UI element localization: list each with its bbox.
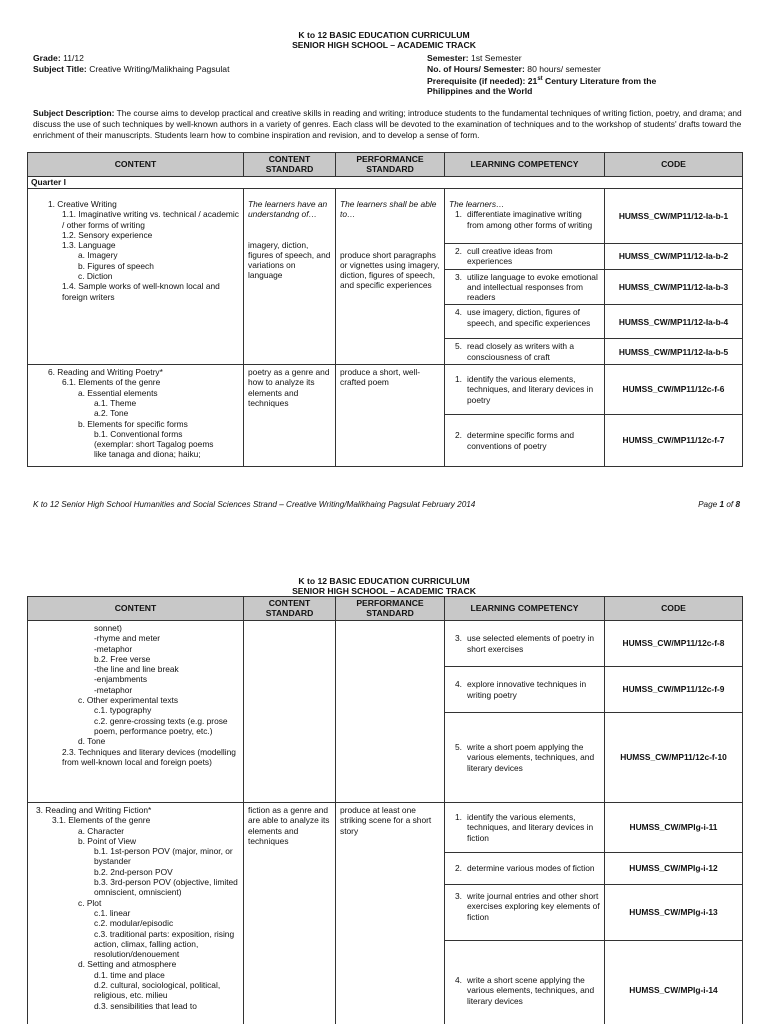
meta-left — [33, 53, 229, 74]
content-line: c.1. typography — [94, 705, 152, 716]
lc-text: write a short poem applying the various elements, techniques, and literary devices — [467, 742, 595, 773]
lc-text: determine various modes of fiction — [467, 863, 595, 874]
code-cell: HUMSS_CW/MP11/12-Ia-b-1 — [605, 189, 743, 244]
lc-text: differentiate imaginative writing from among other forms of writing — [467, 209, 593, 230]
code-cell: HUMSS_CW/MP11/12c-f-9 — [605, 667, 743, 713]
content-line: 2.3. Techniques and literary devices (modelling from well-known local and foreign poets) — [62, 746, 236, 767]
footer-page-current: 1 — [719, 500, 725, 509]
footer-page-total: 8 — [735, 500, 740, 509]
header-line-2: SENIOR HIGH SCHOOL – ACADEMIC TRACK — [292, 40, 476, 50]
performance-standard-d: produce at least one striking scene for a short story — [336, 803, 445, 1024]
prereq-value-c: Philippines and the World — [427, 86, 533, 97]
content-line: 1.3. Language — [62, 240, 116, 251]
prereq-sup: st — [537, 76, 543, 82]
content-line: -rhyme and meter — [94, 633, 161, 644]
curriculum-table-p2 — [27, 596, 743, 1024]
footer-page-number — [698, 500, 740, 510]
lc-num: 5. — [455, 742, 462, 753]
content-line: b.2. Free verse — [94, 653, 151, 664]
content-line: d.2. cultural, sociological, political, religious, etc. milieu — [94, 980, 221, 1001]
code-cell: HUMSS_CW/MP11/12-Ia-b-3 — [605, 269, 743, 305]
page-header — [0, 576, 768, 596]
lc-cell — [445, 885, 605, 941]
content-line: 1. Creative Writing — [48, 199, 117, 209]
lc-text: explore innovative techniques in writing poetry — [467, 679, 587, 700]
code-cell: HUMSS_CW/MPIg-i-12 — [605, 853, 743, 885]
col-content-standard: CONTENT STANDARD — [244, 153, 336, 177]
code-cell: HUMSS_CW/MP11/12c-f-7 — [605, 415, 743, 467]
lc-num: 4. — [455, 307, 462, 318]
lc-text: read closely as writers with a consciousness of craft — [467, 341, 575, 362]
content-line: c.2. modular/episodic — [94, 918, 174, 929]
col-content: CONTENT — [28, 597, 244, 621]
lc-cell — [445, 415, 605, 467]
semester-line — [427, 53, 727, 64]
content-line: 1.1. Imaginative writing vs. technical / academic / other forms of writing — [62, 209, 239, 230]
content-line: b. Figures of speech — [78, 260, 154, 271]
col-content: CONTENT — [28, 153, 244, 177]
content-line: a.1. Theme — [94, 397, 137, 408]
lc-cell — [445, 189, 605, 244]
col-content-standard: CONTENT STANDARD — [244, 597, 336, 621]
lc-cell — [445, 621, 605, 667]
lc-cell — [445, 305, 605, 339]
lc-text: identify the various elements, techniques, and literary devices in fiction — [467, 812, 594, 843]
col-code: CODE — [605, 597, 743, 621]
content-standard-c — [244, 621, 336, 803]
lc-cell — [445, 365, 605, 415]
footer-of: of — [726, 500, 734, 509]
hours-label: No. of Hours/ Semester: — [427, 63, 525, 74]
lc-num: 2. — [455, 246, 462, 256]
subject-value: Creative Writing/Malikhaing Pagsulat — [89, 63, 230, 74]
performance-standard-c — [336, 621, 445, 803]
semester-label: Semester: — [427, 53, 469, 63]
content-line: c. Diction — [78, 271, 113, 282]
content-line: (exemplar: short Tagalog poems — [94, 439, 214, 450]
lc-text: determine specific forms and conventions of poetry — [467, 430, 575, 451]
content-line: d. Setting and atmosphere — [78, 959, 177, 970]
lc-text: cull creative ideas from experiences — [467, 246, 553, 267]
code-cell: HUMSS_CW/MP11/12c-f-6 — [605, 365, 743, 415]
lc-num: 2. — [455, 863, 462, 874]
content-line: b.2. 2nd-person POV — [94, 866, 173, 877]
lc-text: write a short scene applying the various elements, techniques, and literary devices — [467, 975, 595, 1006]
lc-cell — [445, 244, 605, 270]
lc-text: utilize language to evoke emotional and intellectual responses from readers — [467, 271, 598, 303]
content-line: d. Tone — [78, 736, 106, 747]
lc-cell — [445, 713, 605, 803]
footer-text: K to 12 Senior High School Humanities and Social Sciences Strand – Creative Writing/Malikhaing Pagsulat February 2014 — [33, 500, 476, 509]
content-line: c. Other experimental texts — [78, 695, 179, 706]
col-performance-standard: PERFORMANCE STANDARD — [336, 153, 445, 177]
performance-standard-b: produce a short, well-crafted poem — [336, 365, 445, 467]
content-line: a. Imagery — [78, 250, 118, 261]
content-cell-a — [28, 189, 244, 365]
content-line: c.3. traditional parts: exposition, rising action, climax, falling action, resolution/denouement — [94, 928, 235, 960]
header-line-2: SENIOR HIGH SCHOOL – ACADEMIC TRACK — [292, 586, 476, 596]
footer-page-label: Page — [698, 500, 718, 509]
col-learning-competency: LEARNING COMPETENCY — [445, 597, 605, 621]
grade-line — [33, 53, 229, 64]
semester-value: 1st Semester — [470, 53, 522, 63]
content-line: d.3. sensibilities that lead to — [94, 1000, 197, 1011]
subject-label: Subject Title: — [33, 63, 87, 74]
content-line: 3.1. Elements of the genre — [52, 815, 151, 826]
page-2 — [0, 568, 768, 1024]
content-line: 6.1. Elements of the genre — [62, 377, 161, 388]
content-line: -metaphor — [94, 643, 133, 654]
content-line: like tanaga and diona; haiku; — [94, 449, 201, 460]
quarter-label: Quarter I — [28, 177, 743, 189]
content-cell-c — [28, 621, 244, 803]
content-line: 6. Reading and Writing Poetry* — [48, 367, 163, 378]
code-cell: HUMSS_CW/MP11/12c-f-8 — [605, 621, 743, 667]
lc-num: 3. — [455, 271, 462, 282]
content-line: a. Character — [78, 825, 125, 836]
lc-cell — [445, 941, 605, 1024]
performance-standard-a — [336, 189, 445, 365]
content-line: a.2. Tone — [94, 408, 129, 419]
cs-intro: The learners have an understandng of… — [248, 199, 328, 220]
hours-value: 80 hours/ semester — [527, 63, 601, 74]
lc-cell — [445, 803, 605, 853]
lc-num: 3. — [455, 891, 462, 901]
header-line-1: K to 12 BASIC EDUCATION CURRICULUM — [298, 576, 470, 586]
subject-description — [33, 108, 743, 141]
content-line: 1.2. Sensory experience — [62, 229, 153, 240]
content-line: -the line and line break — [94, 664, 179, 675]
col-learning-competency: LEARNING COMPETENCY — [445, 153, 605, 177]
code-cell: HUMSS_CW/MP11/12-Ia-b-5 — [605, 339, 743, 365]
content-line: b.1. Conventional forms — [94, 428, 183, 439]
content-line: -enjambments — [94, 674, 148, 685]
content-line: -metaphor — [94, 684, 133, 695]
content-cell-b — [28, 365, 244, 467]
ps-text: produce short paragraphs or vignettes using imagery, diction, figures of speech, and specific experiences — [340, 249, 440, 291]
content-standard-d: fiction as a genre and are able to analyze its elements and techniques — [244, 803, 336, 1024]
grade-label: Grade: — [33, 53, 61, 63]
lc-cell — [445, 269, 605, 305]
code-cell: HUMSS_CW/MPIg-i-14 — [605, 941, 743, 1024]
lc-text: identify the various elements, techniques, and literary devices in poetry — [467, 374, 594, 405]
content-line: b.3. 3rd-person POV (objective, limited omniscient, omniscient) — [94, 877, 238, 898]
lc-num: 1. — [455, 812, 462, 823]
lc-cell — [445, 853, 605, 885]
content-line: d.1. time and place — [94, 969, 165, 980]
code-cell: HUMSS_CW/MPIg-i-13 — [605, 885, 743, 941]
lc-num: 4. — [455, 679, 462, 690]
hours-line — [427, 64, 727, 75]
ps-intro: The learners shall be able to… — [340, 199, 437, 220]
meta-right — [427, 53, 727, 97]
lc-num: 1. — [455, 209, 462, 220]
code-cell: HUMSS_CW/MP11/12-Ia-b-2 — [605, 244, 743, 270]
lc-intro: The learners… — [449, 199, 505, 209]
content-line: 3. Reading and Writing Fiction* — [36, 805, 152, 815]
prereq-label: Prerequisite (if needed): — [427, 75, 526, 86]
prereq-value-a: 21 — [527, 75, 538, 86]
prereq-value-b: Century Literature from the — [542, 75, 657, 86]
content-cell-d — [28, 803, 244, 1024]
content-line: c.1. linear — [94, 907, 131, 918]
content-line: b. Point of View — [78, 835, 137, 846]
col-performance-standard: PERFORMANCE STANDARD — [336, 597, 445, 621]
desc-text: The course aims to develop practical and creative skills in reading and writing; introduce students to the fundamental techniques of writing fiction, poetry, and drama; and discuss the use of such techniques by well-known authors in a variety of genres. Each class will be devoted to the examination of techniques and to the workshop of students' drafts toward the enrichment of their manuscripts. Students learn how to combine inspiration and revision, and to develop a sense of form. — [33, 108, 742, 140]
content-line: sonnet) — [94, 623, 122, 633]
lc-cell — [445, 339, 605, 365]
prereq-line — [427, 74, 727, 86]
lc-cell — [445, 667, 605, 713]
col-code: CODE — [605, 153, 743, 177]
code-cell: HUMSS_CW/MP11/12c-f-10 — [605, 713, 743, 803]
content-line: b.1. 1st-person POV (major, minor, or bystander — [94, 846, 233, 867]
content-line: a. Essential elements — [78, 387, 158, 398]
page-header — [0, 30, 768, 50]
content-standard-a — [244, 189, 336, 365]
lc-text: use imagery, diction, figures of speech, and specific experiences — [467, 307, 591, 328]
lc-num: 3. — [455, 633, 462, 644]
header-line-1: K to 12 BASIC EDUCATION CURRICULUM — [298, 30, 470, 40]
lc-text: write journal entries and other short exercises exploring key elements of fiction — [467, 891, 600, 922]
lc-num: 4. — [455, 975, 462, 986]
lc-num: 2. — [455, 430, 462, 441]
grade-value: 11/12 — [63, 53, 84, 63]
desc-label: Subject Description: — [33, 108, 115, 118]
lc-num: 1. — [455, 374, 462, 385]
content-line: c.2. genre-crossing texts (e.g. prose poem, performance poetry, etc.) — [94, 715, 228, 736]
curriculum-table-p1 — [27, 152, 743, 467]
content-line: c. Plot — [78, 897, 102, 908]
content-line: 1.4. Sample works of well-known local and foreign writers — [62, 281, 220, 302]
lc-num: 5. — [455, 341, 462, 352]
subject-line — [33, 64, 229, 75]
code-cell: HUMSS_CW/MPIg-i-11 — [605, 803, 743, 853]
lc-text: use selected elements of poetry in short exercises — [467, 633, 595, 654]
code-cell: HUMSS_CW/MP11/12-Ia-b-4 — [605, 305, 743, 339]
cs-text: imagery, diction, figures of speech, and variations on language — [248, 239, 331, 281]
content-line: b. Elements for specific forms — [78, 418, 188, 429]
content-standard-b: poetry as a genre and how to analyze its elements and techniques — [244, 365, 336, 467]
